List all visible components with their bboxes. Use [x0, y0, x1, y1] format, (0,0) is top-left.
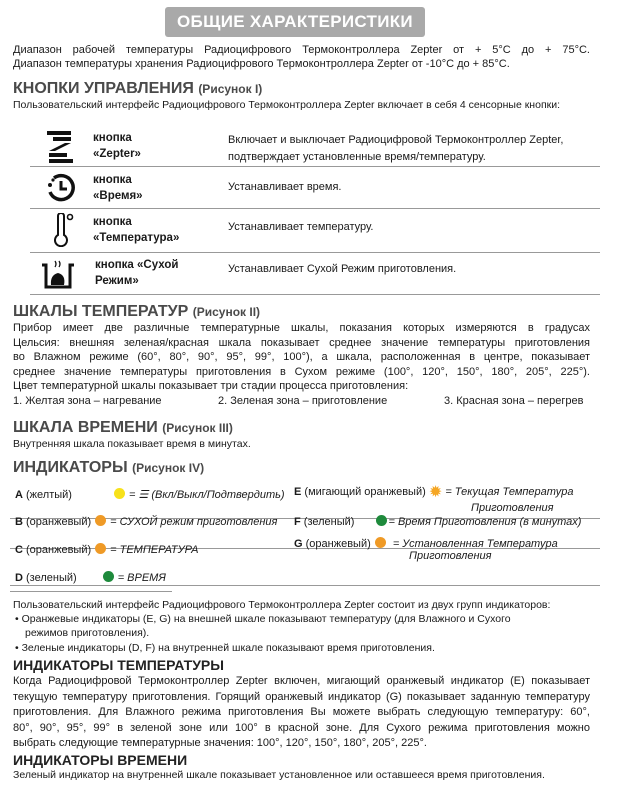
temperature-button-desc: Устанавливает температуру.	[228, 221, 374, 233]
zone-green: 2. Зеленая зона – приготовление	[218, 395, 388, 407]
dry-mode-button-label: кнопка «Сухой Режим»	[95, 259, 179, 287]
divider	[30, 294, 600, 295]
indicator-d: D (зеленый) = ВРЕМЯ	[15, 572, 166, 584]
time-indicators-heading: ИНДИКАТОРЫ ВРЕМЕНИ	[13, 752, 188, 768]
dry-mode-pot-icon	[40, 257, 76, 291]
time-button-desc: Устанавливает время.	[228, 181, 342, 193]
groups-bullet-orange: • Оранжевые индикаторы (E, G) на внешней шкале показывают температуру (для Влажного и Сухого	[15, 613, 511, 625]
buttons-intro: Пользовательский интерфейс Радиоцифрового Термоконтроллера Zepter включает в себя 4 сенсорные кнопки:	[13, 99, 561, 111]
green-dot-icon	[376, 515, 387, 526]
section-banner: ОБЩИЕ ХАРАКТЕРИСТИКИ	[165, 7, 425, 37]
heading-text: ИНДИКАТОРЫ	[13, 459, 128, 476]
groups-intro: Пользовательский интерфейс Радиоцифрового Термоконтроллера Zepter состоит из двух групп индикаторов:	[13, 599, 551, 611]
indicator-c: C (оранжевый) = ТЕМПЕРАТУРА	[15, 544, 199, 556]
indicator-a: A (желтый) = ☰ (Вкл/Выкл/Подтвердить)	[15, 489, 285, 501]
heading-text: ШКАЛЫ ТЕМПЕРАТУР	[13, 303, 189, 320]
divider	[30, 208, 600, 209]
zone-yellow: 1. Желтая зона – нагревание	[13, 395, 162, 407]
orange-dot-icon	[95, 543, 106, 554]
heading-text: КНОПКИ УПРАВЛЕНИЯ	[13, 80, 194, 97]
heading-text: ШКАЛА ВРЕМЕНИ	[13, 419, 158, 436]
time-indicators-text: Зеленый индикатор на внутренней шкале показывает установленное или оставшееся время приготовления.	[13, 769, 545, 781]
indicator-f: F (зеленый) = Время Приготовления (в минутах)	[294, 516, 582, 528]
indicator-e: E (мигающий оранжевый) ✹ = Текущая Температура Приготовления	[294, 484, 574, 514]
zepter-logo-icon	[45, 130, 75, 164]
zepter-button-desc: Включает и выключает Радиоцифровой Термоконтроллер Zepter, подтверждает установленные время/температуру.	[228, 134, 564, 163]
divider	[30, 252, 600, 253]
buttons-heading	[13, 80, 262, 98]
zepter-button-label: кнопка «Zepter»	[93, 132, 141, 160]
indicators-heading	[13, 459, 204, 477]
zone-red: 3. Красная зона – перегрев	[444, 395, 584, 407]
orange-dot-icon	[95, 515, 106, 526]
figure-ref: (Рисунок II)	[192, 305, 261, 319]
figure-ref: (Рисунок III)	[162, 421, 233, 435]
figure-ref: (Рисунок I)	[198, 82, 263, 96]
indicator-b-text: B (оранжевый) = СУХОЙ режим приготовления	[15, 516, 278, 528]
divider	[30, 166, 600, 167]
operating-temp-text: Диапазон рабочей температуры Радиоцифрового Термоконтроллера Zepter от + 5°C до + 75°C.	[13, 44, 590, 56]
storage-temp-text: Диапазон температуры хранения Радиоцифрового Термоконтроллера Zepter от -10°C до + 85°C.	[13, 58, 510, 70]
divider	[10, 591, 172, 592]
temp-indicators-paragraph: Когда Радиоцифровой Термоконтроллер Zepter включен, мигающий оранжевый индикатор (E) показывает текущую температуру приготовления. Горящий оранжевый индикатор (G) показывает заданную температуру приготовления. Для Влажного режима приготовления Вы можете выбрать следующую температуру: 60°, 80°, 90°, 95°, 99° в зеленой зоне или 100° в красной зоне. Для Сухого режима приготовления можно выбрать следующие температурные значения: 100°, 120°, 150°, 180°, 205°, 225°.	[13, 675, 590, 749]
thermometer-icon	[53, 213, 75, 247]
figure-ref: (Рисунок IV)	[132, 461, 205, 475]
temp-indicators-heading: ИНДИКАТОРЫ ТЕМПЕРАТУРЫ	[13, 657, 224, 673]
groups-bullet-green: • Зеленые индикаторы (D, F) на внутренней шкале показывают время приготовления.	[15, 642, 435, 654]
time-scale-text: Внутренняя шкала показывает время в минутах.	[13, 438, 251, 450]
orange-dot-icon	[375, 537, 386, 548]
scales-paragraph: Прибор имеет две различные температурные шкалы, показания которых измеряются в градусах Цельсия: внешняя зеленая/красная шкала показывает среднее значение температуры приготовления во Влажном режиме (60°, 80°, 90°, 95°, 99°, 100°), а шкала, расположенная в центре, показывает среднее значение температуры приготовления в Сухом режиме (100°, 120°, 150°, 180°, 205°, 225°). Цвет температурной шкалы показывает три стадии процесса приготовления:	[13, 322, 590, 392]
blinking-sun-icon: ✹	[428, 484, 443, 501]
scales-heading	[13, 303, 260, 321]
time-button-label: кнопка «Время»	[93, 174, 143, 202]
yellow-dot-icon	[114, 488, 125, 499]
clock-icon	[46, 172, 76, 204]
time-scale-heading	[13, 419, 233, 437]
temperature-button-label: кнопка «Температура»	[93, 216, 180, 244]
groups-bullet-orange-cont: режимов приготовления).	[25, 627, 150, 639]
indicator-g: G (оранжевый) = Установленная Температура Приготовления	[294, 538, 558, 562]
divider	[10, 585, 600, 586]
green-dot-icon	[103, 571, 114, 582]
dry-mode-button-desc: Устанавливает Сухой Режим приготовления.	[228, 263, 457, 275]
